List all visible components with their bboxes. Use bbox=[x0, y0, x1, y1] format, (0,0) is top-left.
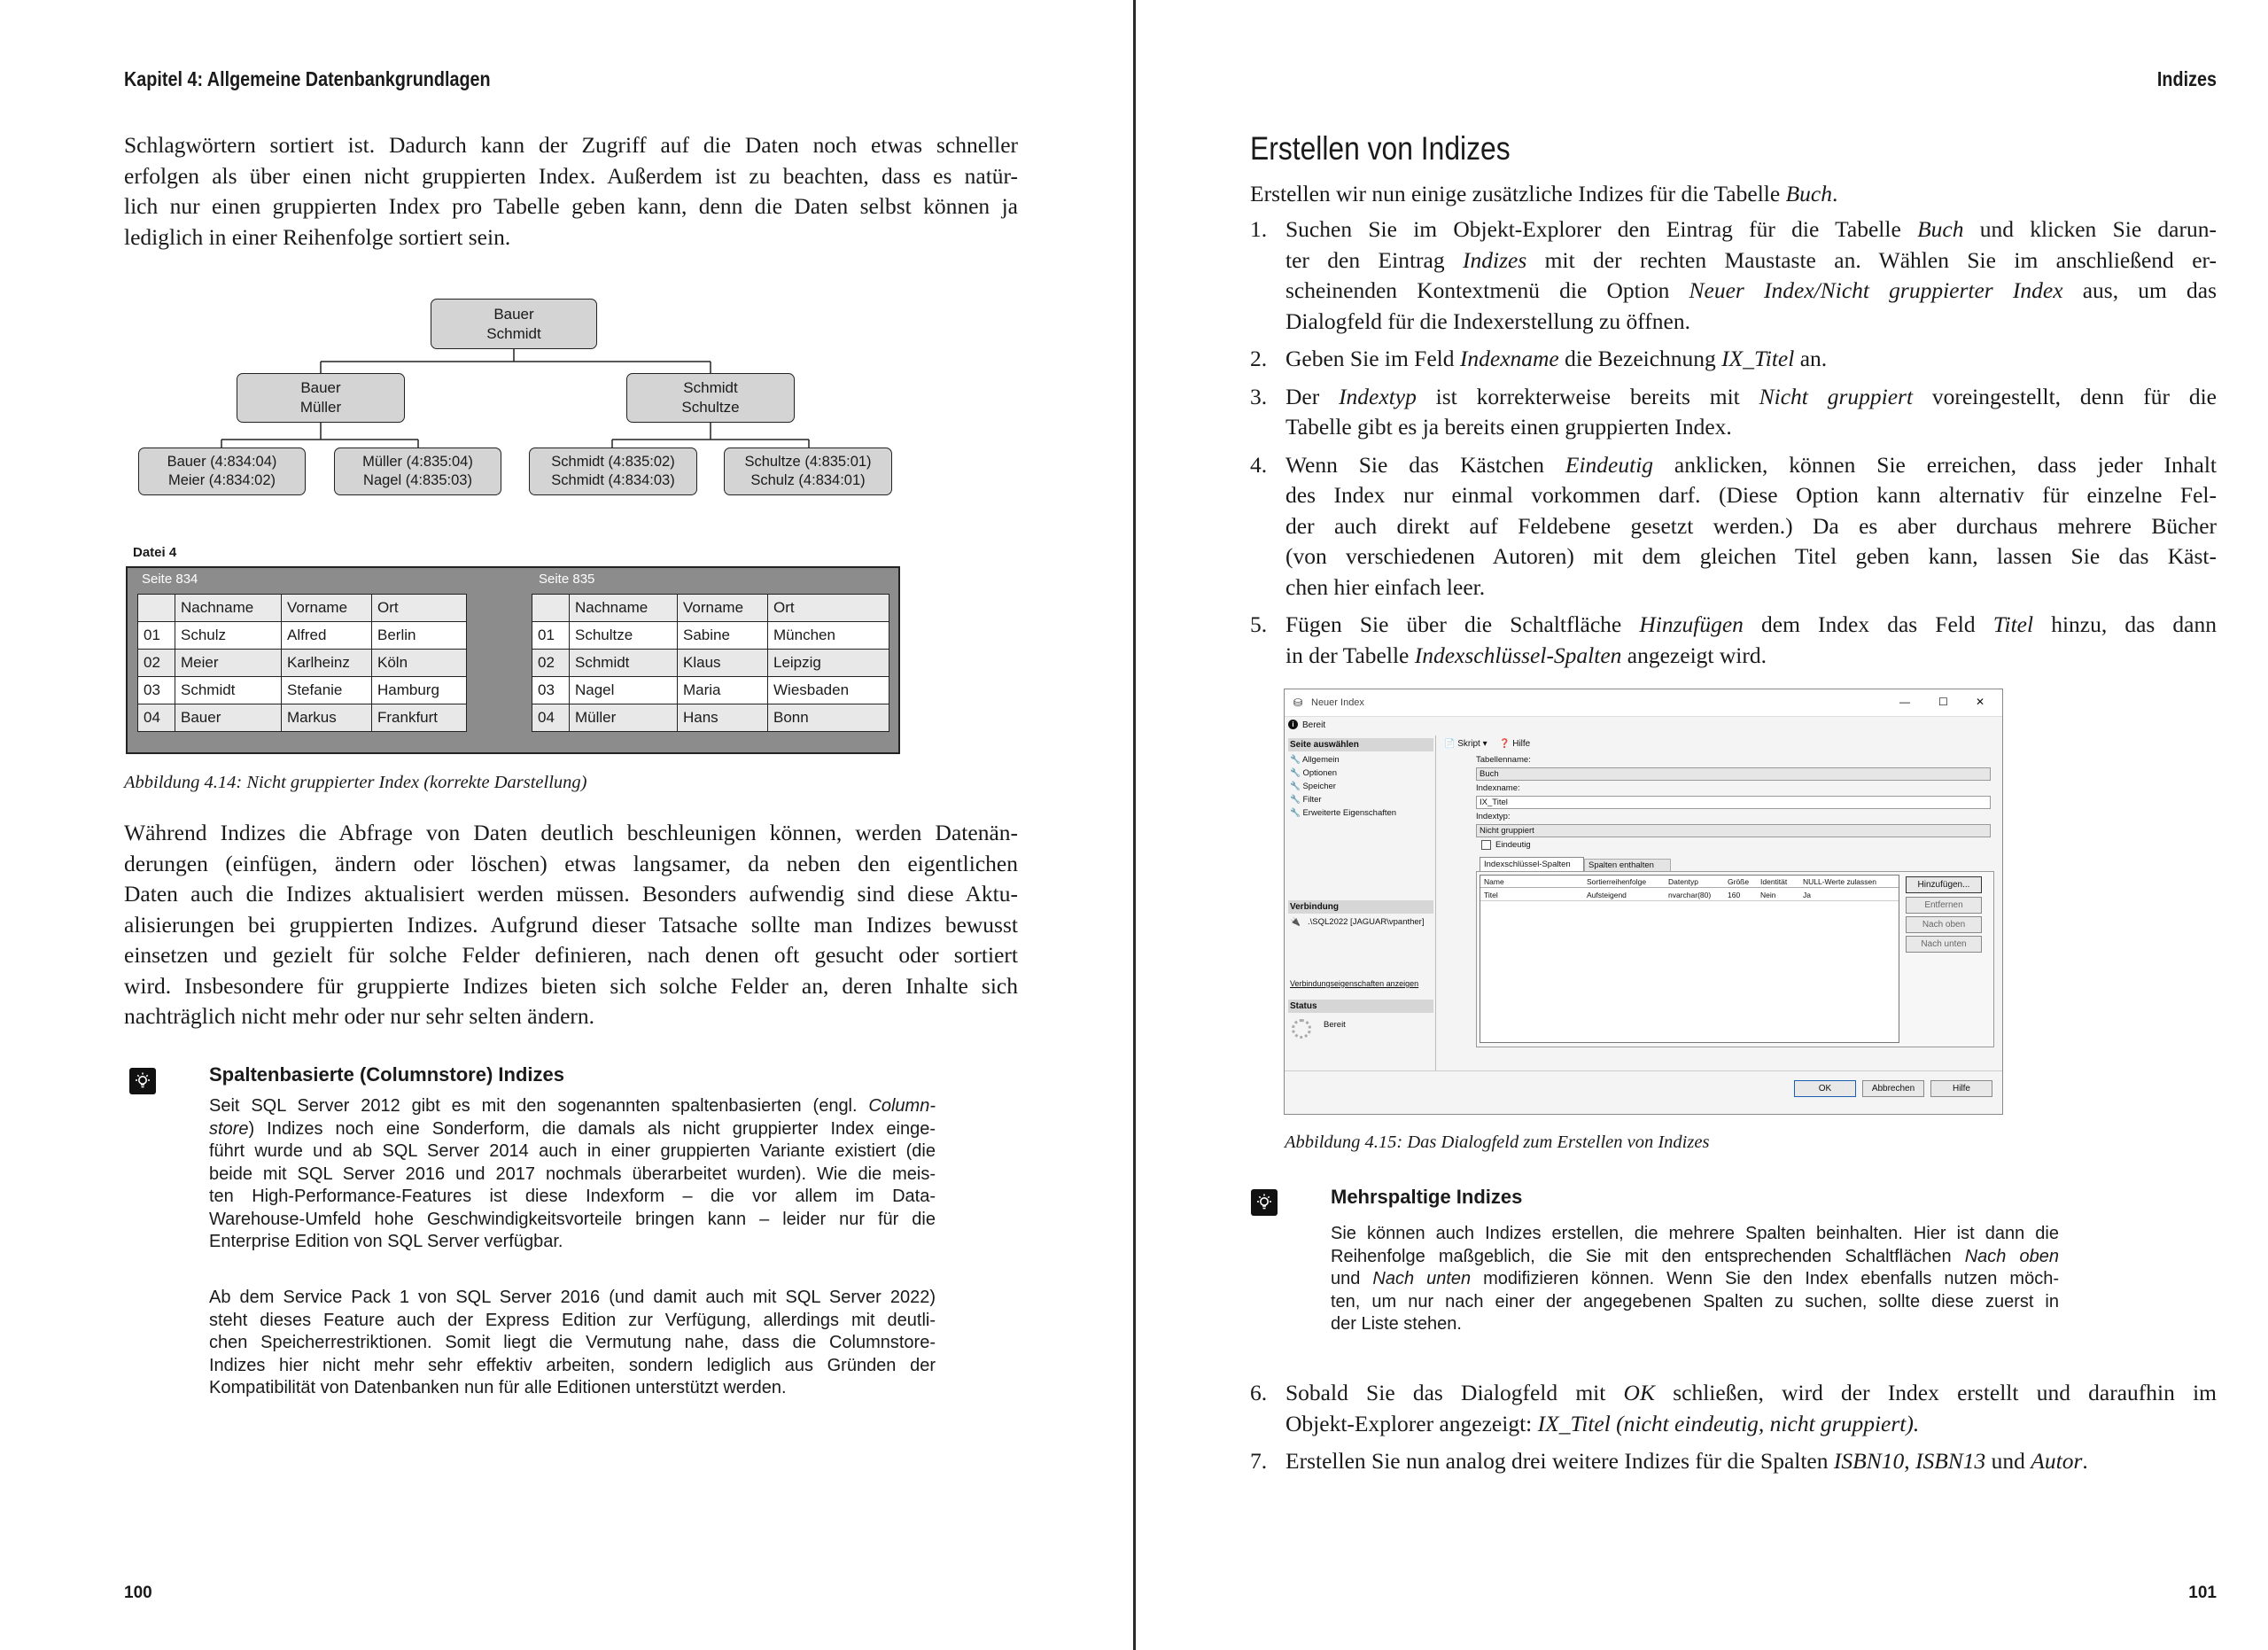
list-text: Der Indextyp ist korrekterweise bereits mit Nicht gruppiert voreingestellt, denn für die Tabelle gibt es ja bereits einen gruppierten Index. bbox=[1285, 383, 2217, 440]
list-item bbox=[1250, 382, 2217, 443]
tip-text-columnstore-2: Ab dem Service Pack 1 von SQL Server 2016 (und damit auch mit SQL Server 2022) steht dieses Feature auch der Express Edition zur Verfügung, allerdings mit deutli- chen Speicherrestriktionen. Somit liegt die Vermutung nahe, dass die Columnstore- Indizes hier nicht mehr sehr effektiv arbeiten, sondern lediglich aus Gründen der Kompatibilität von Datenbanken nun für alle Editionen unterstützt werden. bbox=[209, 1288, 936, 1397]
list-item bbox=[1250, 1378, 2217, 1439]
connection-properties-link[interactable]: Verbindungseigenschaften anzeigen bbox=[1290, 979, 1419, 988]
dialog-title: Neuer Index bbox=[1311, 697, 1364, 708]
divider bbox=[1435, 735, 1436, 1070]
page-number-right: 101 bbox=[2188, 1584, 2217, 1602]
grid-header-row: Name Sortierreihenfolge Datentyp Größe Identität NULL-Werte zulassen bbox=[1480, 876, 1899, 888]
unique-label: Eindeutig bbox=[1495, 840, 1531, 850]
close-button[interactable]: ✕ bbox=[1976, 696, 1985, 708]
list-number: 6. bbox=[1250, 1380, 1268, 1405]
key-columns-grid bbox=[1480, 875, 1899, 1043]
connection-header: Verbindung bbox=[1288, 900, 1433, 914]
index-type-label: Indextyp: bbox=[1476, 812, 1511, 821]
table-row: 03 Schmidt Stefanie Hamburg bbox=[138, 677, 467, 704]
paragraph-updates: Während Indizes die Abfrage von Daten deutlich beschleunigen können, werden Datenän- derungen (einfügen, ändern oder löschen) etwas langsamer, da neben den eigentlichen Daten auch die Indizes aktualisiert werden müssen. Besonders aufwendig sind diese Aktu- alisierungen bei gruppierten Indizes. Aufgrund dieser Tatsache sollte man Indizes bewusst einsetzen und gezielt für solche Felder definieren, nach denen oft gesucht oder sortiert wird. Insbesondere für gruppierte Indizes bieten sich solche Felder an, deren Inhalte sich nachträglich nicht mehr oder nur sehr selten ändern. bbox=[124, 820, 1018, 1029]
list-text: Fügen Sie über die Schaltfläche Hinzufügen dem Index das Feld Titel hinzu, das dann in der Tabelle Indexschlüssel-Spalten angezeigt wird. bbox=[1285, 611, 2217, 668]
tree-leaf-3: Schmidt (4:835:02) Schmidt (4:834:03) bbox=[529, 448, 697, 495]
figure-caption-4-14: Abbildung 4.14: Nicht gruppierter Index (korrekte Darstellung) bbox=[124, 773, 587, 792]
index-name-input[interactable]: IX_Titel bbox=[1476, 796, 1991, 809]
table-page-834: Nachname Vorname Ort 01 Schulz Alfred Berlin 02 Meier Karlheinz Köln 03 Schmidt Stefanie Hamburg 04 Bauer Markus Frankfurt bbox=[137, 594, 467, 732]
status-value: Bereit bbox=[1324, 1020, 1346, 1030]
page-item-filter[interactable]: 🔧 Filter bbox=[1290, 795, 1322, 805]
ok-button[interactable]: OK bbox=[1794, 1080, 1856, 1097]
unique-checkbox[interactable] bbox=[1481, 840, 1491, 850]
cancel-button[interactable]: Abbrechen bbox=[1862, 1080, 1924, 1097]
tip-title-columnstore: Spaltenbasierte (Columnstore) Indizes bbox=[209, 1063, 564, 1086]
list-text: Wenn Sie das Kästchen Eindeutig anklicken, können Sie erreichen, dass jeder Inhalt des Index nur einmal vorkommen darf. (Diese Option kann alternativ für einzelne Fel- der auch direkt auf Feldebene gesetzt werden.) Da es aber durchaus mehrere Bücher (von verschiedenen Autoren) mit dem gleichen Titel geben kann, lassen Sie das Käst- chen hier einfach leer. bbox=[1285, 451, 2217, 600]
table-name-field: Buch bbox=[1476, 767, 1991, 781]
left-page bbox=[0, 0, 1133, 1650]
dialog-status-top: Bereit bbox=[1302, 720, 1326, 730]
maximize-button[interactable]: ☐ bbox=[1938, 696, 1948, 708]
list-number: 2. bbox=[1250, 346, 1268, 371]
index-type-select[interactable]: Nicht gruppiert bbox=[1476, 824, 1991, 837]
tip-text-multicolumn: Sie können auch Indizes erstellen, die mehrere Spalten beinhalten. Hier ist dann die Reihenfolge maßgeblich, die Sie mit den entsprechenden Schaltflächen Nach oben und Nach unten modifizieren können. Wenn Sie den Index ebenfalls nutzen möch- ten, um nur nach einer der angegebenen Spalten zu suchen, sollte diese zuerst in der Liste stehen. bbox=[1331, 1224, 2059, 1334]
list-item bbox=[1250, 214, 2217, 337]
list-text: Erstellen Sie nun analog drei weitere Indizes für die Spalten ISBN10, ISBN13 und Autor. bbox=[1285, 1448, 2088, 1474]
progress-spinner-icon bbox=[1292, 1019, 1311, 1039]
table-row: 04 Bauer Markus Frankfurt bbox=[138, 704, 467, 732]
list-item bbox=[1250, 450, 2217, 603]
list-item bbox=[1250, 344, 2217, 375]
table-row: 04 Müller Hans Bonn bbox=[532, 704, 889, 732]
remove-button[interactable]: Entfernen bbox=[1906, 897, 1982, 914]
page-item-extended-properties[interactable]: 🔧 Erweiterte Eigenschaften bbox=[1290, 808, 1397, 818]
running-head-right: Indizes bbox=[2156, 67, 2217, 90]
list-item bbox=[1250, 610, 2217, 671]
list-text: Sobald Sie das Dialogfeld mit OK schließen, wird der Index erstellt und daraufhin im Objekt-Explorer angezeigt: IX_Titel (nicht eindeutig, nicht gruppiert). bbox=[1285, 1380, 2217, 1436]
select-page-header: Seite auswählen bbox=[1288, 738, 1433, 751]
table-row: 01 Schulz Alfred Berlin bbox=[138, 622, 467, 650]
list-item bbox=[1250, 1446, 2217, 1477]
tree-node-root: Bauer Schmidt bbox=[431, 299, 597, 349]
page-item-storage[interactable]: 🔧 Speicher bbox=[1290, 782, 1336, 791]
tree-node-mid-left: Bauer Müller bbox=[237, 373, 405, 423]
running-head-left: Kapitel 4: Allgemeine Datenbankgrundlagen bbox=[124, 67, 491, 90]
minimize-button[interactable]: — bbox=[1899, 696, 1910, 708]
table-row: 03 Nagel Maria Wiesbaden bbox=[532, 677, 889, 704]
list-number: 7. bbox=[1250, 1448, 1268, 1474]
table-page-835: Nachname Vorname Ort 01 Schultze Sabine München 02 Schmidt Klaus Leipzig 03 Nagel Maria Wiesbaden 04 Müller Hans Bonn bbox=[532, 594, 889, 732]
tip-text-columnstore-1: Seit SQL Server 2012 gibt es mit den sogenannten spaltenbasierten (engl. Column- store) Indizes noch eine Sonderform, die damals als nicht gruppierter Index einge- führt wurde und ab SQL Server 2014 auch in einer gruppierten Variante existiert (die beide mit SQL Server 2016 und 2017 nochmals überarbeitet wurden). Wie die meis- ten High-Performance-Features ist diese Indexform – die vor allem im Data- Warehouse-Umfeld hohe Geschwindigkeitsvorteile bringen kann – leider nur für die Enterprise Edition von SQL Server verfügbar. bbox=[209, 1096, 936, 1251]
status-header: Status bbox=[1288, 1000, 1433, 1013]
database-icon: ⛁ bbox=[1293, 697, 1303, 709]
page-item-options[interactable]: 🔧 Optionen bbox=[1290, 768, 1338, 778]
help-button[interactable]: Hilfe bbox=[1930, 1080, 1992, 1097]
page-number-left: 100 bbox=[124, 1584, 152, 1602]
page-list bbox=[1290, 753, 1396, 820]
divider bbox=[1285, 1070, 2002, 1071]
info-icon: i bbox=[1288, 720, 1298, 729]
tip-title-multicolumn: Mehrspaltige Indizes bbox=[1331, 1186, 1523, 1208]
paragraph-intro: Schlagwörtern sortiert ist. Dadurch kann der Zugriff auf die Daten noch etwas schneller erfolgen als über einen nicht gruppierten Index. Außerdem ist zu beachten, dass es natür- lich nur einen gruppierten Index pro Tabelle geben kann, denn die Daten selbst können ja lediglich in einer Reihenfolge sortiert sein. bbox=[124, 132, 1018, 250]
list-text: Geben Sie im Feld Indexname die Bezeichnung IX_Titel an. bbox=[1285, 346, 1828, 371]
lightbulb-icon bbox=[129, 1068, 156, 1094]
page-834-label: Seite 834 bbox=[142, 572, 198, 587]
add-button[interactable]: Hinzufügen... bbox=[1906, 876, 1982, 893]
dialog-titlebar bbox=[1285, 689, 2002, 717]
page-item-general[interactable]: 🔧 Allgemein bbox=[1290, 755, 1340, 765]
move-up-button[interactable]: Nach oben bbox=[1906, 916, 1982, 933]
list-number: 1. bbox=[1250, 216, 1268, 242]
table-row: 02 Schmidt Klaus Leipzig bbox=[532, 650, 889, 677]
table-row: 02 Meier Karlheinz Köln bbox=[138, 650, 467, 677]
list-number: 4. bbox=[1250, 451, 1268, 478]
index-name-label: Indexname: bbox=[1476, 783, 1520, 793]
lightbulb-icon bbox=[1251, 1189, 1278, 1216]
list-number: 3. bbox=[1250, 383, 1268, 409]
figure-caption-4-15: Abbildung 4.15: Das Dialogfeld zum Erstellen von Indizes bbox=[1285, 1132, 1710, 1152]
new-index-dialog bbox=[1284, 689, 2003, 1115]
table-row[interactable]: Titel Aufsteigend nvarchar(80) 160 Nein Ja bbox=[1480, 889, 1899, 901]
table-row: 01 Schultze Sabine München bbox=[532, 622, 889, 650]
section-heading: Erstellen von Indizes bbox=[1250, 130, 1511, 167]
move-down-button[interactable]: Nach unten bbox=[1906, 936, 1982, 953]
connection-icon: 🔌 bbox=[1290, 917, 1301, 927]
script-button[interactable]: 📄 Skript ▾ bbox=[1444, 739, 1487, 749]
table-name-label: Tabellenname: bbox=[1476, 755, 1531, 765]
paragraph-intro-right: Erstellen wir nun einige zusätzliche Indizes für die Tabelle Buch. bbox=[1250, 181, 1838, 206]
connection-value: .\SQL2022 [JAGUAR\vpanther] bbox=[1308, 917, 1425, 927]
tree-node-mid-right: Schmidt Schultze bbox=[626, 373, 795, 423]
list-text: Suchen Sie im Objekt-Explorer den Eintrag für die Tabelle Buch und klicken Sie darun- ter den Eintrag Indizes mit der rechten Maustaste an. Wählen Sie im anschließend er- scheinenden Kontextmenü die Option Neuer Index/Nicht gruppierter Index aus, um das Dialogfeld für die Indexerstellung zu öffnen. bbox=[1285, 216, 2218, 334]
file-label: Datei 4 bbox=[133, 545, 177, 560]
help-link[interactable]: ❓ Hilfe bbox=[1499, 739, 1531, 749]
tab-key-columns[interactable]: Indexschlüssel-Spalten bbox=[1480, 857, 1584, 872]
tab-included-columns[interactable]: Spalten enthalten bbox=[1584, 859, 1671, 872]
page-835-label: Seite 835 bbox=[539, 572, 595, 587]
tree-leaf-4: Schultze (4:835:01) Schulz (4:834:01) bbox=[724, 448, 892, 495]
tree-leaf-2: Müller (4:835:04) Nagel (4:835:03) bbox=[334, 448, 501, 495]
tree-leaf-1: Bauer (4:834:04) Meier (4:834:02) bbox=[138, 448, 306, 495]
list-number: 5. bbox=[1250, 611, 1268, 637]
